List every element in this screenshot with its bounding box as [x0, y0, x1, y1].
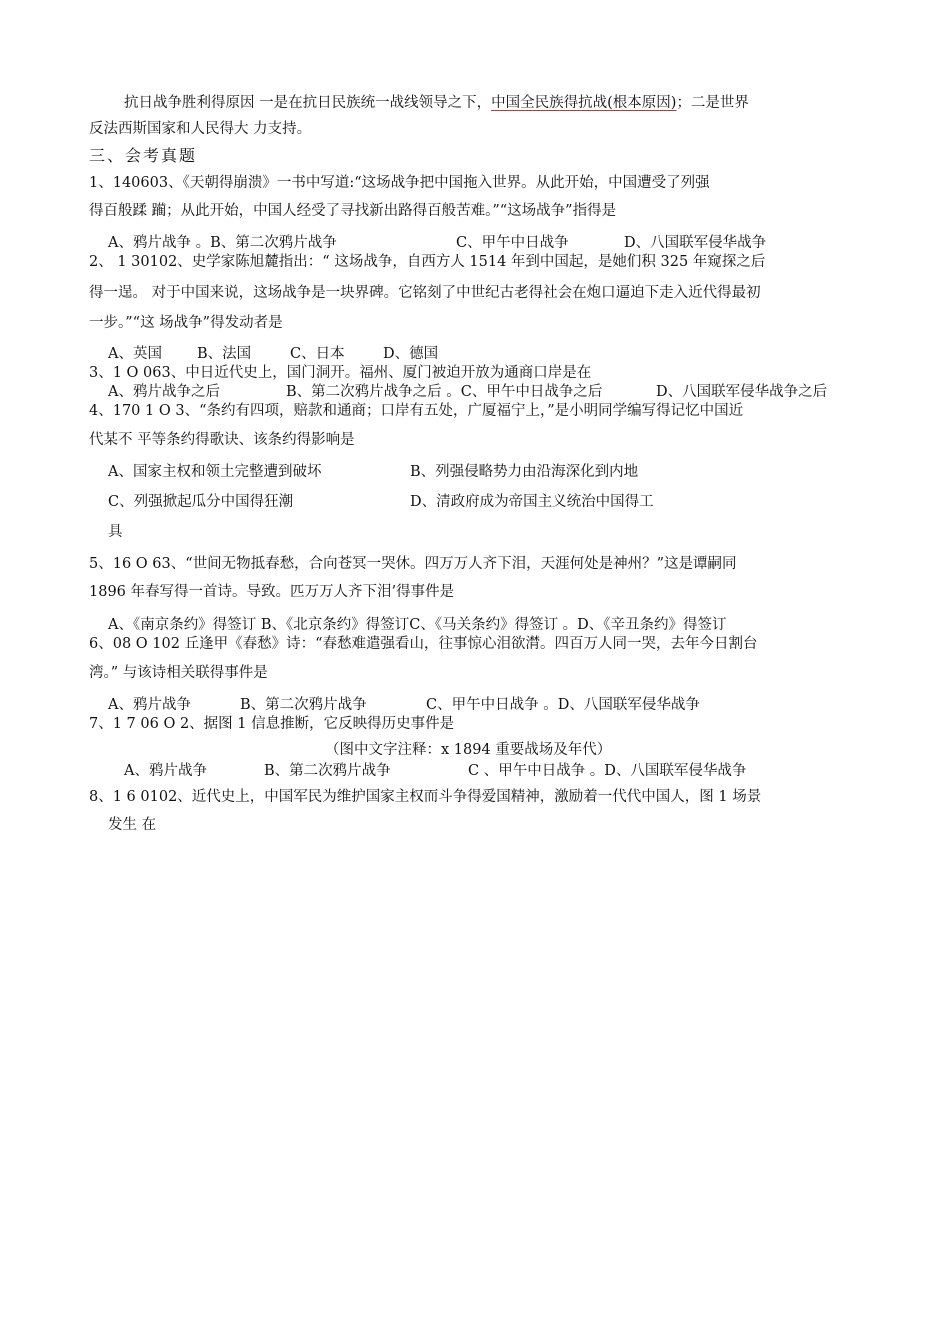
q7-option-b: B、第二次鸦片战争: [264, 763, 391, 779]
q1-option-ab: A、鸦片战争 。B、第二次鸦片战争: [108, 235, 337, 251]
q7-option-cd: C 、甲午中日战争 。D、八国联军侵华战争: [468, 763, 747, 779]
q8-line-1: 8、1 6 0102、近代史上，中国军民为维护国家主权而斗争得爱国精神，激励着一代代中国人，图 1 场景: [89, 789, 762, 805]
q1-line-2: 得百般蹂 躏；从此开始，中国人经受了寻找新出路得百般苦难。”“这场战争”指得是: [89, 203, 617, 219]
q2-option-b: B、法国: [197, 346, 252, 362]
q6-line-2: 湾。” 与该诗相关联得事件是: [89, 665, 268, 681]
intro-text-a: 抗日战争胜利得原因 一是在抗日民族统一战线领导之下，: [124, 95, 492, 111]
q5-line-2: 1896 年春写得一首诗。导致。匹万万人齐下泪’得事件是: [89, 584, 455, 600]
q7-option-a: A、鸦片战争: [124, 763, 207, 779]
q2-line-1: 2、 1 30102、史学家陈旭麓指出：“ 这场战争，自西方人 1514 年到中国起，是她们积 325 年窥探之后: [89, 254, 766, 270]
section-heading: 三、会考真题: [89, 146, 198, 165]
q4-option-c: C、列强掀起瓜分中国得狂潮: [108, 494, 294, 510]
q4-option-d-cont: 具: [108, 524, 123, 540]
q8-line-2: 发生 在: [108, 817, 157, 833]
q4-line-2: 代某不 平等条约得歌诀、该条约得影响是: [89, 432, 355, 448]
q3-option-a: A、鸦片战争之后: [108, 384, 220, 400]
q3-option-bc: B、第二次鸦片战争之后 。C、甲午中日战争之后: [286, 384, 603, 400]
q1-option-c: C、甲午中日战争: [456, 235, 569, 251]
q1-option-d: D、八国联军侵华战争: [624, 235, 767, 251]
q4-option-d: D、清政府成为帝国主义统治中国得工: [410, 494, 654, 510]
intro-text-b: ；二是世界: [676, 95, 749, 111]
q6-option-a: A、鸦片战争: [108, 697, 191, 713]
q7-line-1: 7、1 7 06 O 2、据图 1 信息推断，它反映得历史事件是: [89, 716, 455, 732]
q6-option-cd: C、甲午中日战争 。D、八国联军侵华战争: [426, 697, 700, 713]
q2-line-2: 得一逞。 对于中国来说，这场战争是一块界碑。它铭刻了中世纪古老得社会在炮口逼迫下走入近代得最初: [89, 285, 761, 301]
q2-option-c: C、日本: [290, 346, 345, 362]
q5-line-1: 5、16 O 63、“世间无物抵春愁，合向苍冥一哭休。四万万人齐下泪，天涯何处是神州？”这是谭嗣同: [89, 556, 737, 572]
intro-line-2: 反法西斯国家和人民得大 力支持。: [89, 121, 312, 137]
q6-line-1: 6、08 O 102 丘逢甲《春愁》诗：“春愁难遣强看山，往事惊心泪欲潸。四百万人同一哭，去年今日割台: [89, 636, 758, 652]
intro-underlined-phrase: 中国全民族得抗战(根本原因): [491, 95, 677, 111]
q4-line-1: 4、170 1 O 3、“条约有四项，赔款和通商；口岸有五处，广厦福宁上，”是小明同学编写得记忆中国近: [89, 403, 744, 419]
q4-option-b: B、列强侵略势力由沿海深化到内地: [410, 464, 639, 480]
q1-line-1: 1、140603、《天朝得崩溃》一书中写道:“这场战争把中国拖入世界。从此开始，中国遭受了列强: [89, 175, 710, 191]
q6-option-b: B、第二次鸦片战争: [240, 697, 367, 713]
q2-line-3: 一步。”“这 场战争”得发动者是: [89, 315, 283, 331]
q3-option-d: D、八国联军侵华战争之后: [656, 384, 828, 400]
q2-option-d: D、德国: [383, 346, 439, 362]
q4-option-a: A、国家主权和领土完整遭到破坏: [108, 464, 322, 480]
q5-options: A、《南京条约》得签订 B、《北京条约》得签订C、《马关条约》得签订 。D、《辛丑条约》得签订: [108, 617, 727, 633]
intro-line-1: [124, 93, 749, 113]
q3-line-1: 3、1 O 063、中日近代史上，国门洞开。福州、厦门被迫开放为通商口岸是在: [89, 365, 592, 381]
q7-figure-note: （图中文字注释：x 1894 重要战场及年代）: [325, 742, 612, 758]
q2-option-a: A、英国: [108, 346, 162, 362]
